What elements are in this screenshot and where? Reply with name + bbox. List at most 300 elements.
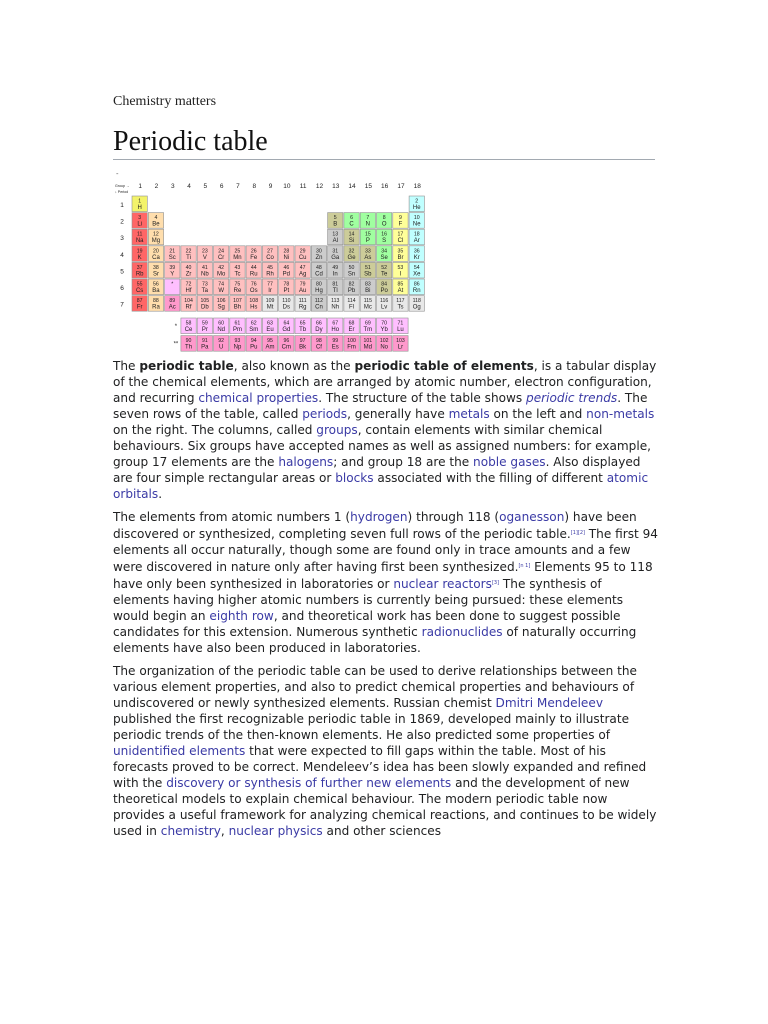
element-4-symbol: Be (152, 221, 160, 228)
element-83-number: 83 (364, 281, 371, 288)
element-79-symbol: Au (298, 288, 307, 294)
element-29-number: 29 (299, 248, 306, 255)
element-99-number: 99 (332, 338, 339, 345)
link-groups[interactable]: groups (316, 423, 358, 437)
bold-term: periodic table of elements (354, 359, 534, 373)
element-94-number: 94 (250, 338, 257, 345)
element-7-symbol: N (365, 221, 371, 228)
element-102-number: 102 (379, 338, 389, 345)
element-60-number: 60 (218, 320, 225, 327)
element-44-number: 44 (250, 264, 257, 271)
link-noble-gases[interactable]: noble gases (473, 455, 546, 469)
text: The elements from atomic numbers 1 ( (113, 510, 351, 524)
link-non-metals[interactable]: non-metals (586, 407, 655, 421)
element-41-symbol: Nb (201, 271, 209, 278)
text: associated with the filling of different (373, 471, 607, 485)
element-114-number: 114 (347, 298, 356, 305)
element-91-symbol: Pa (201, 344, 209, 351)
element-103-symbol: Lr (397, 344, 404, 351)
element-6-number: 6 (350, 215, 353, 222)
element-34-number: 34 (381, 248, 388, 255)
element-68-symbol: Er (348, 327, 355, 333)
element-88-symbol: Ra (152, 304, 160, 311)
element-56-number: 56 (153, 281, 159, 288)
element-105-symbol: Db (201, 304, 209, 311)
element-104-number: 104 (184, 298, 193, 305)
element-113-symbol: Nh (331, 304, 340, 311)
element-16-number: 16 (381, 231, 388, 238)
element-12-symbol: Mg (151, 238, 161, 245)
element-87-number: 87 (136, 298, 143, 305)
fblock-marker: ** (173, 341, 179, 348)
link-nuclear-physics[interactable]: nuclear physics (228, 824, 323, 838)
element-92-number: 92 (218, 338, 225, 345)
link-periods[interactable]: periods (302, 407, 348, 421)
paragraph-organization (113, 663, 659, 839)
period-label-2: 2 (120, 218, 124, 226)
element-93-symbol: Np (233, 344, 242, 351)
element-99-symbol: Es (331, 344, 339, 351)
element-32-symbol: Ge (347, 254, 356, 261)
text: . The seven rows of the table, called (113, 391, 648, 421)
bold-term: periodic table (139, 359, 234, 373)
period-axis-label: ↓ Period (115, 190, 129, 194)
element-8-number: 8 (382, 215, 386, 222)
element-90-symbol: Th (185, 344, 193, 351)
element-86-number: 86 (413, 281, 420, 288)
element-73-number: 73 (201, 281, 208, 288)
element-98-symbol: Cf (315, 344, 322, 351)
text: of naturally occurring elements have also been produced in laboratories. (113, 625, 637, 655)
element-1-symbol: H (137, 205, 142, 211)
element-22-symbol: Ti (186, 254, 191, 261)
element-54-symbol: Xe (413, 271, 421, 278)
link-radionuclides[interactable]: radionuclides (421, 625, 503, 639)
element-61-symbol: Pm (232, 327, 242, 333)
element-7-number: 7 (366, 215, 370, 222)
element-69-symbol: Tm (363, 327, 373, 333)
link-metals[interactable]: metals (448, 407, 490, 421)
group-label-14: 14 (348, 183, 356, 190)
element-46-symbol: Pd (282, 271, 291, 278)
element-78-number: 78 (283, 281, 290, 288)
element-47-symbol: Ag (298, 271, 307, 278)
element-115-number: 115 (363, 298, 372, 305)
element-20-number: 20 (153, 248, 159, 255)
element-73-symbol: Ta (201, 288, 209, 294)
text: . The structure of the table shows (318, 391, 527, 405)
element-17-symbol: Cl (397, 238, 404, 245)
element-32-number: 32 (348, 248, 355, 255)
fblock-marker: * (174, 324, 178, 330)
element-41-number: 41 (201, 264, 208, 271)
element-13-number: 13 (332, 231, 339, 238)
element-81-number: 81 (332, 281, 339, 288)
element-74-symbol: W (218, 288, 224, 294)
text: on the left and (489, 407, 587, 421)
element-59-symbol: Pr (201, 327, 208, 333)
group-label-16: 16 (381, 183, 389, 190)
element-28-symbol: Ni (283, 254, 290, 261)
element-45-number: 45 (267, 264, 273, 271)
element-52-number: 52 (381, 264, 388, 271)
element-62-number: 62 (250, 320, 257, 327)
element-23-number: 23 (201, 248, 208, 255)
element-72-number: 72 (185, 281, 192, 288)
group-label-18: 18 (413, 183, 421, 190)
element-91-number: 91 (201, 338, 208, 345)
element-85-number: 85 (397, 281, 404, 288)
element-27-number: 27 (267, 248, 273, 255)
period-label-1: 1 (120, 202, 124, 209)
element-112-number: 112 (314, 298, 324, 305)
element-87-symbol: Fr (136, 304, 143, 311)
text: . Also displayed are four simple rectangular areas or (113, 455, 641, 485)
element-95-number: 95 (267, 338, 273, 345)
element-16-symbol: S (382, 238, 387, 245)
element-26-symbol: Fe (250, 254, 258, 261)
element-67-symbol: Ho (331, 327, 340, 333)
element-26-number: 26 (250, 248, 257, 255)
link-chemistry[interactable]: chemistry (160, 824, 221, 838)
period-label-5: 5 (120, 268, 124, 276)
link-dmitri-mendeleev[interactable]: Dmitri Mendeleev (495, 696, 603, 710)
element-89-symbol: Ac (168, 304, 176, 311)
element-37-symbol: Rb (135, 271, 144, 278)
title-divider (113, 159, 655, 160)
element-45-symbol: Rh (266, 271, 274, 278)
element-19-symbol: K (137, 254, 142, 261)
citation-ref[interactable]: [1][2] (570, 530, 585, 536)
group-label-6: 6 (219, 183, 224, 190)
element-66-symbol: Dy (315, 327, 323, 333)
element-37-number: 37 (136, 264, 143, 271)
page-title: Periodic table (113, 126, 268, 157)
element-55-number: 55 (136, 281, 143, 288)
element-72-symbol: Hf (185, 288, 192, 294)
element-88-number: 88 (153, 298, 159, 305)
element-43-number: 43 (234, 264, 241, 271)
element-10-number: 10 (413, 215, 420, 222)
element-81-symbol: Tl (332, 288, 338, 294)
element-3-symbol: Li (137, 221, 142, 228)
element-6-symbol: C (349, 221, 354, 228)
element-111-number: 111 (298, 298, 307, 305)
element-5-symbol: B (333, 221, 338, 228)
element-36-symbol: Kr (413, 254, 420, 261)
element-1-number: 1 (138, 198, 142, 205)
text: and other sciences (322, 824, 442, 838)
element-5-number: 5 (333, 215, 337, 222)
element-2-symbol: He (412, 205, 421, 211)
group-label-3: 3 (170, 183, 175, 190)
citation-ref[interactable]: [3] (491, 580, 500, 586)
element-50-symbol: Sn (347, 271, 356, 278)
element-98-number: 98 (316, 338, 322, 345)
element-9-symbol: F (398, 221, 403, 228)
link-blocks[interactable]: blocks (335, 471, 374, 485)
text: Elements 95 to 118 have only been synthesized in laboratories or (113, 560, 653, 591)
element-96-number: 96 (283, 338, 290, 345)
element-77-number: 77 (267, 281, 273, 288)
period-label-6: 6 (120, 285, 124, 292)
element-48-symbol: Cd (315, 271, 323, 278)
element-2-number: 2 (415, 198, 419, 205)
element-100-symbol: Fm (347, 344, 356, 351)
text: , contain elements with similar chemical behaviours. Six groups have accepted names as well as assigned numbers: for example, group 17 elements are the (113, 423, 652, 469)
element-65-symbol: Tb (299, 327, 307, 333)
element-29-symbol: Cu (298, 254, 307, 261)
element-58-number: 58 (185, 320, 192, 327)
element-12-number: 12 (153, 231, 159, 238)
element-108-number: 108 (249, 298, 259, 305)
element-109-symbol: Mt (266, 304, 274, 311)
element-35-symbol: Br (397, 254, 404, 261)
text: , (220, 824, 229, 838)
element-22-number: 22 (185, 248, 192, 255)
element-42-symbol: Mo (216, 271, 226, 278)
element-92-symbol: U (218, 344, 224, 351)
element-17-number: 17 (397, 231, 404, 238)
element-85-symbol: At (397, 288, 404, 294)
element-75-number: 75 (234, 281, 241, 288)
group-label-10: 10 (283, 183, 291, 190)
element-93-number: 93 (234, 338, 241, 345)
element-113-number: 113 (331, 298, 340, 305)
group-label-7: 7 (236, 183, 240, 190)
element-77-symbol: Ir (268, 288, 272, 294)
group-label-4: 4 (187, 183, 191, 190)
element-24-symbol: Cr (217, 254, 225, 261)
element-75-symbol: Re (233, 288, 242, 294)
link-chemical-properties[interactable]: chemical properties (198, 391, 319, 405)
element-82-symbol: Pb (347, 288, 356, 294)
period-label-7: 7 (120, 301, 124, 309)
link-unidentified-elements[interactable]: unidentified elements (113, 744, 246, 758)
element-39-symbol: Y (170, 271, 175, 278)
element-66-number: 66 (316, 320, 322, 327)
element-71-symbol: Lu (397, 327, 404, 333)
element-53-symbol: I (399, 271, 402, 278)
element-79-number: 79 (299, 281, 306, 288)
periodic-table-image (114, 178, 426, 356)
element-24-number: 24 (218, 248, 225, 255)
link-eighth-row[interactable]: eighth row (209, 609, 274, 623)
text: published the first recognizable periodic table in 1869, developed mainly to illustrate periodic trends of the then-known elements. He also predicted some properties of (113, 712, 630, 742)
element-27-symbol: Co (266, 254, 274, 261)
element-31-symbol: Ga (331, 254, 340, 261)
text: on the right. The columns, called (113, 423, 317, 437)
element-69-number: 69 (364, 320, 371, 327)
element-107-number: 107 (233, 298, 242, 305)
element-115-symbol: Mc (363, 304, 372, 311)
element-54-number: 54 (413, 264, 420, 271)
element-51-number: 51 (364, 264, 371, 271)
element-*-number: * (171, 281, 174, 288)
element-3-number: 3 (138, 215, 142, 222)
group-label-2: 2 (154, 183, 159, 190)
text: The synthesis of elements having higher atomic numbers is currently being pursued: these elements would begin an (113, 577, 624, 623)
element-118-number: 118 (412, 298, 421, 305)
period-label-3: 3 (120, 235, 124, 243)
element-14-number: 14 (348, 231, 355, 238)
element-95-symbol: Am (265, 344, 275, 351)
link-atomic-orbitals[interactable]: atomic orbitals (113, 471, 649, 501)
element-59-number: 59 (201, 320, 208, 327)
element-36-number: 36 (413, 248, 420, 255)
note-ref[interactable]: [n 1] (518, 563, 531, 569)
element-48-number: 48 (316, 264, 322, 271)
element-13-symbol: Al (332, 238, 338, 245)
element-102-symbol: No (380, 344, 388, 351)
element-101-number: 101 (363, 338, 373, 345)
link-halogens[interactable]: halogens (278, 455, 334, 469)
link-discovery-synthesis[interactable]: discovery or synthesis of further new elements (166, 776, 452, 790)
element-64-number: 64 (283, 320, 290, 327)
element-90-number: 90 (185, 338, 192, 345)
element-83-symbol: Bi (365, 288, 371, 294)
text: ) have been discovered or synthesized, completing seven full rows of the periodic table. (113, 510, 637, 541)
element-21-symbol: Sc (168, 254, 176, 261)
element-63-number: 63 (267, 320, 273, 327)
paragraph-intro (113, 358, 659, 502)
group-label-17: 17 (397, 183, 405, 190)
group-label-13: 13 (332, 183, 340, 190)
element-51-symbol: Sb (364, 271, 372, 278)
element-55-symbol: Cs (135, 288, 144, 294)
element-18-symbol: Ar (413, 238, 420, 245)
element-38-number: 38 (153, 264, 159, 271)
element-40-symbol: Zr (185, 271, 192, 278)
group-label-15: 15 (364, 183, 372, 190)
element-50-number: 50 (348, 264, 355, 271)
text: ) through 118 ( (407, 510, 500, 524)
paragraph-elements (113, 509, 659, 656)
element-25-number: 25 (234, 248, 241, 255)
link-nuclear-reactors[interactable]: nuclear reactors (393, 577, 492, 591)
element-28-number: 28 (283, 248, 290, 255)
element-21-number: 21 (169, 248, 176, 255)
element-70-symbol: Yb (380, 327, 388, 333)
element-15-number: 15 (364, 231, 371, 238)
element-116-number: 116 (380, 298, 389, 305)
group-axis-label: Group → (115, 184, 130, 188)
caption-dash: - (116, 170, 119, 178)
group-label-5: 5 (203, 183, 208, 190)
element-35-number: 35 (397, 248, 404, 255)
text: ; and group 18 are the (333, 455, 474, 469)
element-60-symbol: Nd (217, 327, 225, 333)
link-oganesson[interactable]: oganesson (499, 510, 565, 524)
text: that were expected to fill gaps within the table. Most of his forecasts proved to be correct. Mendeleev’s idea has been slowly expanded and refined with the (113, 744, 647, 790)
group-label-11: 11 (299, 183, 307, 190)
element-49-number: 49 (332, 264, 339, 271)
text: , is a tabular display of the chemical elements, which are arranged by atomic number, electron configuration, and recurring (113, 359, 657, 405)
article-body (113, 358, 659, 846)
element-104-symbol: Rf (185, 304, 192, 311)
element-52-symbol: Te (380, 271, 388, 278)
element-68-number: 68 (348, 320, 355, 327)
element-97-number: 97 (299, 338, 306, 345)
group-label-9: 9 (268, 183, 273, 190)
group-label-12: 12 (315, 183, 324, 190)
element-78-symbol: Pt (283, 288, 290, 294)
group-label-1: 1 (138, 183, 142, 190)
element-31-number: 31 (332, 248, 339, 255)
element-44-symbol: Ru (249, 271, 258, 278)
element-84-number: 84 (381, 281, 388, 288)
element-53-number: 53 (397, 264, 404, 271)
element-33-symbol: As (364, 254, 372, 261)
link-periodic-trends[interactable]: periodic trends (526, 391, 618, 405)
text: The (113, 359, 140, 373)
element-76-number: 76 (250, 281, 257, 288)
element-107-symbol: Bh (233, 304, 242, 311)
element-62-symbol: Sm (249, 327, 259, 333)
element-106-symbol: Sg (217, 304, 225, 311)
group-label-8: 8 (252, 183, 257, 190)
text: . (158, 487, 163, 501)
element-80-symbol: Hg (315, 288, 323, 294)
element-11-number: 11 (136, 231, 143, 238)
element-23-symbol: V (202, 254, 207, 261)
element-67-number: 67 (332, 320, 339, 327)
pre-title: Chemistry matters (113, 94, 217, 109)
period-label-4: 4 (120, 251, 124, 259)
element-47-number: 47 (299, 264, 306, 271)
element-43-symbol: Tc (234, 271, 241, 278)
element-106-number: 106 (216, 298, 226, 305)
text: and the development of new theoretical models to explain chemical behaviour. The modern periodic table now provides a useful framework for analyzing chemical reactions, and continues to be widely used in (113, 776, 657, 838)
element-64-symbol: Gd (282, 327, 291, 333)
element-34-symbol: Se (380, 254, 388, 261)
element-40-number: 40 (185, 264, 192, 271)
element-117-number: 117 (396, 298, 405, 305)
element-109-number: 109 (265, 298, 275, 305)
element-112-symbol: Cn (315, 304, 323, 311)
element-38-symbol: Sr (152, 271, 159, 278)
text: The organization of the periodic table can be used to derive relationships between the various element properties, and also to predict chemical properties and behaviours of undiscovered or newly synthesized elements. Russian chemist (113, 664, 637, 710)
element-74-number: 74 (218, 281, 225, 288)
text: The first 94 elements all occur naturally, though some are found only in trace amounts and a few were discovered in nature only after having first been synthesized. (113, 527, 658, 574)
element-56-symbol: Ba (152, 288, 160, 294)
element-61-number: 61 (234, 320, 241, 327)
element-82-number: 82 (348, 281, 355, 288)
element-118-symbol: Og (412, 304, 421, 311)
element-42-number: 42 (218, 264, 225, 271)
element-70-number: 70 (381, 320, 388, 327)
element-63-symbol: Eu (266, 327, 274, 333)
element-110-number: 110 (282, 298, 291, 305)
element-9-number: 9 (399, 215, 402, 222)
text: , and theoretical work has been done to suggest possible candidates for this extension. Numerous synthetic (113, 609, 621, 639)
element-39-number: 39 (169, 264, 176, 271)
element-96-symbol: Cm (281, 344, 292, 351)
text: , also known as the (233, 359, 355, 373)
element-19-number: 19 (136, 248, 143, 255)
element-100-number: 100 (347, 338, 356, 345)
element-116-symbol: Lv (380, 304, 388, 311)
element-111-symbol: Rg (298, 304, 307, 311)
element-30-symbol: Zn (315, 254, 323, 261)
link-hydrogen[interactable]: hydrogen (350, 510, 408, 524)
element-11-symbol: Na (135, 238, 144, 245)
element-114-symbol: Fl (349, 304, 355, 311)
element-97-symbol: Bk (299, 344, 307, 351)
element-20-symbol: Ca (152, 254, 160, 261)
element-14-symbol: Si (348, 238, 355, 245)
element-117-symbol: Ts (397, 304, 404, 311)
